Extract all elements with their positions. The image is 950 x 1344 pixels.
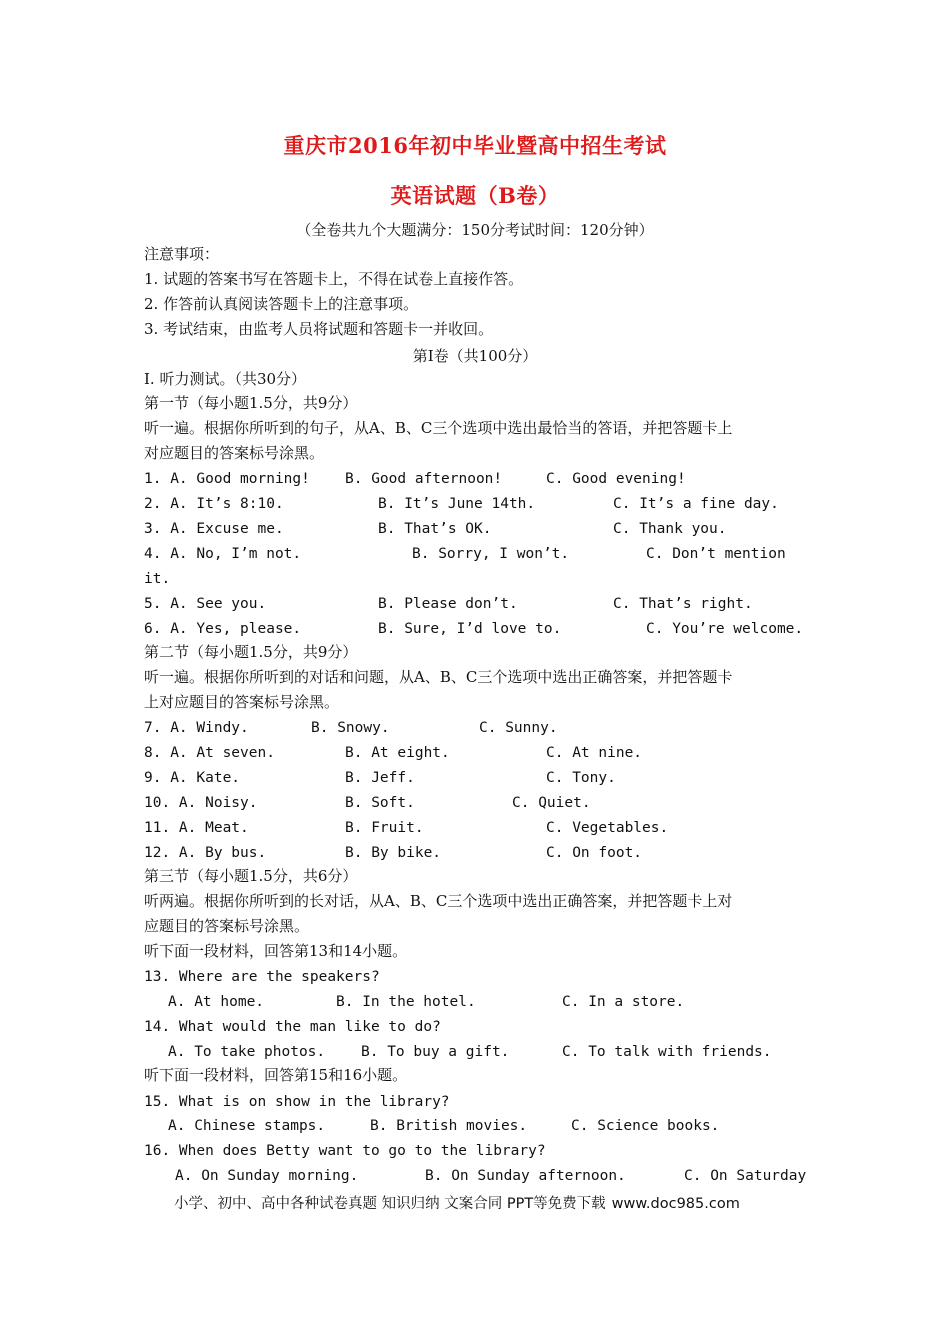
question-14-option-a: A. To take photos. xyxy=(168,1044,326,1060)
question-13-stem: 13. Where are the speakers? xyxy=(144,969,380,985)
question-2-option-b: B. It’s June 14th. xyxy=(378,496,536,512)
question-12-option-b: B. By bike. xyxy=(345,845,442,861)
question-8-option-a: 8. A. At seven. xyxy=(144,745,275,761)
footer-text: 小学、初中、高中各种试卷真题 知识归纳 文案合同 PPT等免费下载 xyxy=(174,1196,606,1212)
section-heading: 第一节（每小题1.5分，共9分） xyxy=(144,394,358,412)
question-9-option-c: C. Tony. xyxy=(546,770,616,786)
section-heading: 第二节（每小题1.5分，共9分） xyxy=(144,643,358,661)
question-15-stem: 15. What is on show in the library? xyxy=(144,1094,450,1110)
section-heading: 第三节（每小题1.5分，共6分） xyxy=(144,867,358,885)
note-item: 2. 作答前认真阅读答题卡上的注意事项。 xyxy=(144,295,419,313)
question-1-option-a: 1. A. Good morning! xyxy=(144,471,310,487)
question-1-option-b: B. Good afternoon! xyxy=(345,471,503,487)
question-16-option-b: B. On Sunday afternoon. xyxy=(425,1168,626,1184)
part-heading: I. 听力测试。（共30分） xyxy=(144,370,307,388)
question-10-option-c: C. Quiet. xyxy=(512,795,591,811)
question-2-option-c: C. It’s a fine day. xyxy=(613,496,779,512)
question-16-option-c: C. On Saturday xyxy=(684,1168,807,1184)
question-14-option-c: C. To talk with friends. xyxy=(562,1044,772,1060)
exam-subtitle: 英语试题（B卷） xyxy=(390,183,560,208)
question-4-option-c: C. Don’t mention xyxy=(646,546,786,562)
notes-heading: 注意事项： xyxy=(144,245,220,263)
question-15-option-b: B. British movies. xyxy=(370,1118,528,1134)
question-13-option-b: B. In the hotel. xyxy=(336,994,476,1010)
note-item: 3. 考试结束，由监考人员将试题和答题卡一并收回。 xyxy=(144,320,494,338)
question-4-option-b: B. Sorry, I won’t. xyxy=(412,546,570,562)
question-5-option-a: 5. A. See you. xyxy=(144,596,267,612)
section-instruction: 对应题目的答案标号涂黑。 xyxy=(144,444,325,462)
question-6-option-c: C. You’re welcome. xyxy=(646,621,804,637)
question-7-option-c: C. Sunny. xyxy=(479,720,558,736)
question-11-option-a: 11. A. Meat. xyxy=(144,820,249,836)
question-1-option-c: C. Good evening! xyxy=(546,471,686,487)
question-7-option-a: 7. A. Windy. xyxy=(144,720,249,736)
question-3-option-b: B. That’s OK. xyxy=(378,521,492,537)
question-8-option-b: B. At eight. xyxy=(345,745,450,761)
question-16-option-a: A. On Sunday morning. xyxy=(175,1168,359,1184)
question-2-option-a: 2. A. It’s 8:10. xyxy=(144,496,284,512)
question-15-option-a: A. Chinese stamps. xyxy=(168,1118,326,1134)
question-4-option-a: 4. A. No, I’m not. xyxy=(144,546,302,562)
question-12-option-a: 12. A. By bus. xyxy=(144,845,267,861)
question-11-option-c: C. Vegetables. xyxy=(546,820,669,836)
question-14-stem: 14. What would the man like to do? xyxy=(144,1019,441,1035)
question-6-option-a: 6. A. Yes, please. xyxy=(144,621,302,637)
material-note: 听下面一段材料，回答第15和16小题。 xyxy=(144,1066,408,1084)
question-8-option-c: C. At nine. xyxy=(546,745,643,761)
question-5-option-c: C. That’s right. xyxy=(613,596,753,612)
footer-ad xyxy=(174,1192,740,1213)
section-instruction: 听一遍。根据你所听到的句子，从A、B、C三个选项中选出最恰当的答语，并把答题卡上 xyxy=(144,419,733,437)
question-15-option-c: C. Science books. xyxy=(571,1118,720,1134)
question-12-option-c: C. On foot. xyxy=(546,845,643,861)
section-instruction: 听两遍。根据你所听到的长对话，从A、B、C三个选项中选出正确答案，并把答题卡上对 xyxy=(144,892,733,910)
question-13-option-c: C. In a store. xyxy=(562,994,685,1010)
question-10-option-b: B. Soft. xyxy=(345,795,415,811)
question-6-option-b: B. Sure, I’d love to. xyxy=(378,621,562,637)
question-7-option-b: B. Snowy. xyxy=(311,720,390,736)
question-16-stem: 16. When does Betty want to go to the library? xyxy=(144,1143,546,1159)
footer-url-link[interactable]: www.doc985.com xyxy=(611,1196,740,1212)
section-instruction: 听一遍。根据你所听到的对话和问题，从A、B、C三个选项中选出正确答案，并把答题卡 xyxy=(144,668,733,686)
question-14-option-b: B. To buy a gift. xyxy=(361,1044,510,1060)
volume-heading: 第I卷（共100分） xyxy=(412,347,538,365)
exam-info: （全卷共九个大题满分：150分考试时间：120分钟） xyxy=(296,221,654,239)
question-5-option-b: B. Please don’t. xyxy=(378,596,518,612)
question-9-option-b: B. Jeff. xyxy=(345,770,415,786)
question-11-option-b: B. Fruit. xyxy=(345,820,424,836)
question-4-option-c-cont: it. xyxy=(144,571,171,587)
section-instruction: 上对应题目的答案标号涂黑。 xyxy=(144,693,340,711)
question-10-option-a: 10. A. Noisy. xyxy=(144,795,258,811)
question-13-option-a: A. At home. xyxy=(168,994,265,1010)
section-instruction: 应题目的答案标号涂黑。 xyxy=(144,917,310,935)
question-3-option-a: 3. A. Excuse me. xyxy=(144,521,284,537)
exam-title: 重庆市2016年初中毕业暨高中招生考试 xyxy=(283,133,667,158)
material-note: 听下面一段材料，回答第13和14小题。 xyxy=(144,942,408,960)
question-9-option-a: 9. A. Kate. xyxy=(144,770,241,786)
question-3-option-c: C. Thank you. xyxy=(613,521,727,537)
note-item: 1. 试题的答案书写在答题卡上，不得在试卷上直接作答。 xyxy=(144,270,524,288)
